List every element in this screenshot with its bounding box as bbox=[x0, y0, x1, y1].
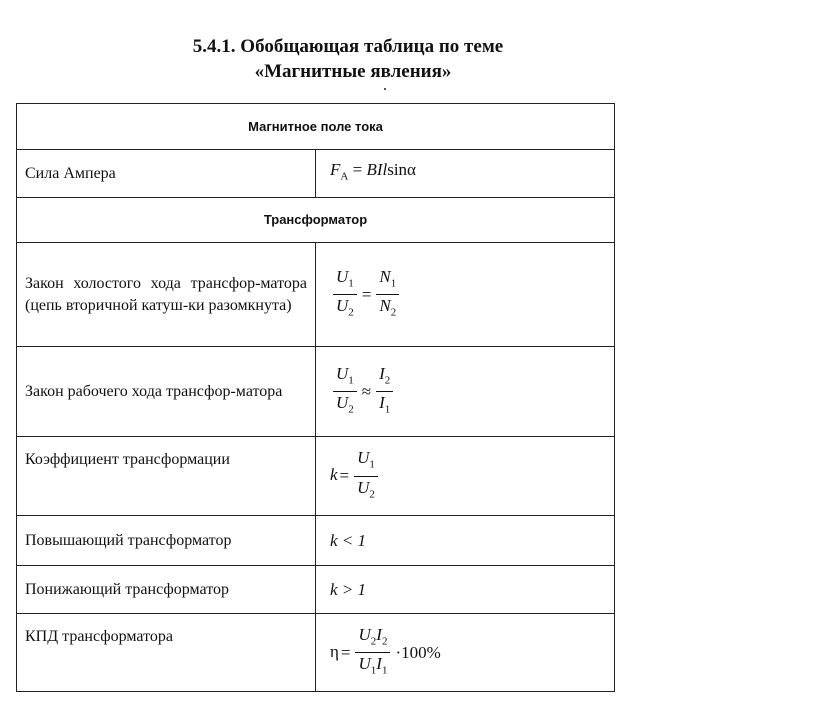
equals-sign: = bbox=[361, 284, 372, 304]
fraction-i2-i1: $\frac{I_2}{I_1}$ bbox=[376, 363, 393, 421]
table-row-efficiency bbox=[17, 614, 615, 692]
k-symbol: k bbox=[330, 464, 338, 484]
page-subtitle: «Магнитные явления» bbox=[254, 61, 452, 82]
table-row-step-down bbox=[17, 566, 615, 614]
section-header-magnetic-field: Магнитное поле тока bbox=[17, 104, 615, 150]
label-step-up: Повышающий трансформатор bbox=[17, 516, 316, 566]
f-equals: = bbox=[352, 160, 363, 180]
fraction-n1-n2: $\frac{N_1}{N_2}$ bbox=[376, 266, 399, 324]
f-rhs: BIl bbox=[366, 160, 388, 180]
fraction-u2i2-u1i1: $\frac{U_2I_2}{U_1I_1}$ bbox=[355, 624, 390, 682]
formula-efficiency bbox=[316, 614, 615, 692]
table-row-ratio bbox=[17, 437, 615, 516]
percent-factor: ·100% bbox=[395, 642, 441, 662]
label-efficiency: КПД трансформатора bbox=[17, 614, 316, 692]
formula-load-law bbox=[316, 347, 615, 437]
label-idle-law: Закон холостого хода трансфор-матора (цепь вторичной катуш-ки разомкнута) bbox=[17, 243, 316, 347]
label-ratio: Коэффициент трансформации bbox=[17, 437, 316, 516]
formula-ratio bbox=[316, 437, 615, 516]
table-row-ampere bbox=[17, 150, 615, 198]
equals-sign: = bbox=[340, 642, 351, 662]
fraction-u1-u2: $\frac{U_1}{U_2}$ bbox=[354, 447, 378, 505]
label-step-down: Понижающий трансформатор bbox=[17, 566, 316, 614]
eta-symbol: η bbox=[330, 641, 339, 661]
stray-dot bbox=[384, 88, 386, 90]
page-title: 5.4.1. Обобщающая таблица по теме bbox=[192, 36, 504, 57]
section-row-transformer bbox=[17, 198, 615, 243]
fraction-u1-u2: $\frac{U_1}{U_2}$ bbox=[333, 266, 357, 324]
summary-table bbox=[16, 103, 615, 692]
section-header-transformer: Трансформатор bbox=[17, 198, 615, 243]
table-row-load-law bbox=[17, 347, 615, 437]
equals-sign: = bbox=[339, 466, 350, 485]
section-row-magnetic-field bbox=[17, 104, 615, 150]
f-subscript: A bbox=[340, 170, 349, 183]
approx-sign: ≈ bbox=[361, 381, 372, 401]
label-ampere-force: Сила Ампера bbox=[17, 150, 316, 198]
table-row-step-up bbox=[17, 516, 615, 566]
formula-ampere-force bbox=[316, 150, 615, 198]
formula-step-up: k < 1 bbox=[316, 516, 615, 566]
fraction-u1-u2: $\frac{U_1}{U_2}$ bbox=[333, 363, 357, 421]
formula-idle-law bbox=[316, 243, 615, 347]
f-symbol: F bbox=[330, 160, 341, 180]
formula-step-down: k > 1 bbox=[316, 566, 615, 614]
table-row-idle-law bbox=[17, 243, 615, 347]
f-sin: sinα bbox=[387, 160, 416, 180]
label-load-law: Закон рабочего хода трансфор-матора bbox=[17, 347, 316, 437]
